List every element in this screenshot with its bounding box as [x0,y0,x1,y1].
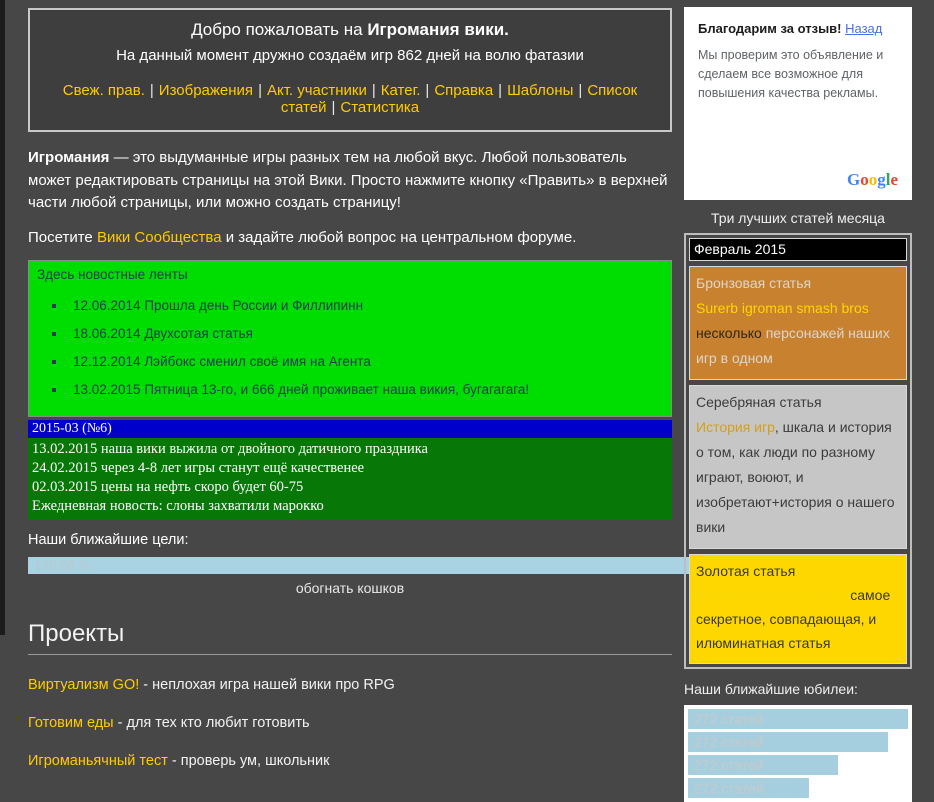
nav-separator: | [258,82,262,99]
news-feed-list [37,292,663,404]
silver-article-link[interactable]: История игр [696,419,775,435]
best-articles-heading: Три лучших статей месяца [711,210,885,226]
projects-heading: Проекты [28,620,672,655]
nav-link[interactable]: Список статей [280,82,638,116]
google-logo-letter: e [890,170,898,189]
silver-article-box [689,385,907,549]
news-feed-title: Здесь новостные ленты [37,266,188,282]
jubilee-bar: 272 статей [688,755,838,775]
welcome-subtitle: На данный момент дружно создаём игр 862 дней на волю фатазии [116,47,584,64]
goals-label: Наши ближайшие цели: [28,531,189,548]
projects-list [28,677,672,769]
project-row [28,715,672,731]
google-logo-letter: l [885,170,891,189]
welcome-box [28,8,672,132]
project-desc: - проверь ум, школьник [167,752,330,769]
nav-separator: | [331,99,336,116]
google-logo-letter: o [868,170,878,189]
project-link[interactable]: Виртуализм GO! [28,676,140,693]
gold-desc: самое секретное, совпадающая, и илюминатная статья [696,587,891,651]
jubilee-bar: 272 статей [688,709,908,729]
welcome-title-wiki-name: Игромания вики. [367,20,509,39]
daily-news-row: 13.02.2015 наша вики выжила от двойного датичного праздника [32,440,428,457]
nav-link[interactable]: Свеж. прав. [62,82,145,99]
jubilees-chart [684,705,912,802]
project-row [28,677,672,693]
jubilee-bar: 272 статей [688,732,888,752]
bronze-article-link[interactable]: Surerb igroman smash bros [696,300,869,316]
nav-separator: | [425,82,430,99]
page-left-edge [0,0,5,635]
google-logo-letter: g [877,170,886,189]
nav-separator: | [498,82,503,99]
jubilee-bar: 272 статей [688,778,809,798]
project-link[interactable]: Готовим еды [28,714,114,731]
jubilees-label: Наши ближайшие юбилеи: [684,681,858,697]
gold-article-box [689,554,907,664]
news-item: ▪ 12.06.2014 Прошла день России и Филлипинн [67,292,663,320]
nav-link[interactable]: Акт. участники [266,82,367,99]
issue-header-bar: 2015-03 (№6) [28,420,672,438]
bronze-article-title: Бронзовая статья [696,275,812,291]
wiki-nav-links [38,82,662,116]
nav-link[interactable]: Катег. [380,82,421,99]
intro-paragraph [28,147,672,215]
ad-thanks-text: Благодарим за отзыв! [698,21,842,36]
nav-link[interactable]: Статистика [340,99,420,116]
main-column [28,0,672,769]
silver-desc: , шкала и история о том, как люди по разному играют, воюют, и изобретают+история о нашего вики [696,419,895,535]
google-logo-letter: G [846,170,861,189]
ad-feedback-body: Мы проверим это объявление и сделаем все возможное для повышения качества рекламы. [698,48,884,100]
goals-progress-bar: 136.68 % [28,557,689,574]
project-desc: - для тех кто любит готовить [113,714,310,731]
ad-feedback-title [698,21,898,36]
community-wiki-link[interactable]: Вики Сообщества [96,228,222,246]
nav-separator: | [578,82,583,99]
daily-news-row: 02.03.2015 цены на нефть скоро будет 60-75 [32,478,304,495]
gold-article-hidden-link[interactable]: Иллюминатская статья [696,587,847,603]
month-strip: Февраль 2015 [689,238,907,261]
best-articles-box [684,233,912,669]
nav-link[interactable]: Изображения [158,82,254,99]
news-item: ▪ 13.02.2015 Пятница 13-го, и 666 дней проживает наша викия, бугагагага! [67,376,663,404]
sidebar [684,0,912,802]
bronze-desc-light: персонажей наших игр в одном [696,325,890,366]
visit-line [28,229,672,246]
intro-text: — это выдуманные игры разных тем на любой вкус. Любой пользователь может редактировать страницы на этой Вики. Просто нажмите кнопку «Править» в верхней части любой страницы, или можно создать страницу! [28,149,668,211]
daily-news-box [28,438,672,520]
news-item: ▪ 12.12.2014 Лэйбокс сменил своё имя на Агента [67,348,663,376]
bronze-desc-dark: несколько [696,325,766,341]
daily-news-row: 24.02.2015 через 4-8 лет игры станут ещё качественее [32,459,365,476]
ad-feedback-box [684,7,912,200]
nav-link[interactable]: Справка [434,82,494,99]
gold-article-title: Золотая статья [696,563,796,579]
nav-link[interactable]: Шаблоны [507,82,574,99]
news-feed-box [28,260,672,417]
project-link[interactable]: Игроманьячный тест [28,752,168,769]
project-desc: - неплохая игра нашей вики про RPG [139,676,395,693]
silver-article-title: Серебряная статья [696,394,822,410]
ad-back-link[interactable]: Назад [845,21,883,36]
bronze-article-box [689,266,907,380]
welcome-title-prefix: Добро пожаловать на [191,20,368,39]
daily-news-row: Ежедневная новость: слоны захватили марокко [32,497,324,514]
welcome-title [38,20,662,40]
google-logo-letter: o [860,170,869,189]
google-logo [847,170,898,190]
news-item: ▪ 18.06.2014 Двухсотая статья [67,320,663,348]
project-row [28,753,672,769]
goals-caption: обогнать кошков [295,579,405,596]
intro-bold: Игромания [28,149,110,166]
visit-prefix: Посетите [28,228,97,246]
nav-separator: | [149,82,154,99]
visit-suffix: и задайте любой вопрос на центральном форуме. [221,228,577,246]
nav-separator: | [371,82,376,99]
